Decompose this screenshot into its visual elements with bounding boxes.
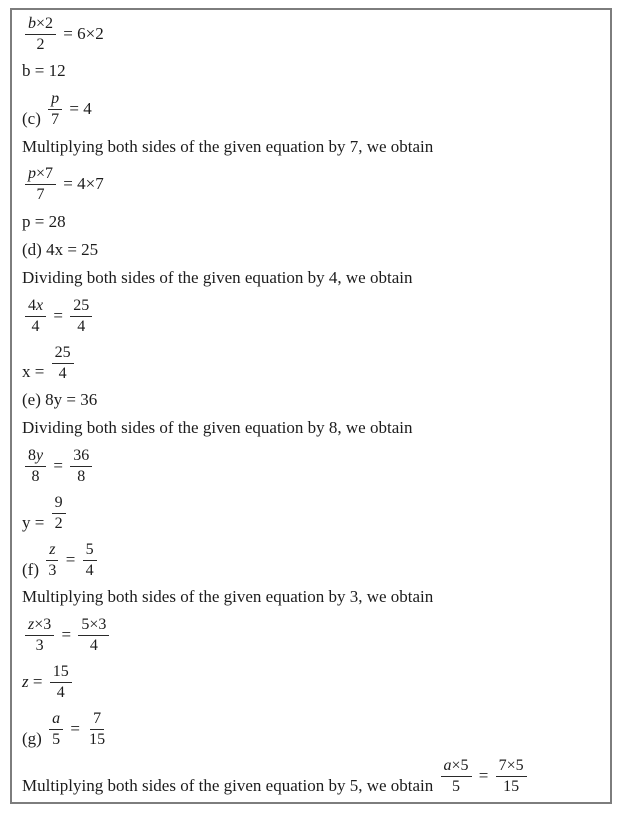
math-text: 4 [56,683,65,701]
math-text: 7×5 [498,756,524,774]
math-text: = 4 [65,99,92,118]
fraction-denominator [30,467,42,486]
fraction-denominator [84,561,96,580]
document-page [10,8,612,804]
fraction-numerator [52,493,66,514]
eq-part-f [22,540,596,580]
fraction [52,343,74,383]
fraction-numerator [48,89,62,110]
fraction-numerator [25,296,46,317]
math-variable: z [49,540,56,558]
fraction [25,446,46,486]
math-text: = [28,671,47,691]
eq-z-step [22,615,596,655]
fraction [48,89,62,129]
math-text: 8 [77,467,86,485]
fraction [25,14,56,54]
math-text: 15 [52,662,69,680]
fraction-denominator [46,561,58,580]
math-text: Dividing both sides of the given equation by 4, we obtain [22,268,413,287]
fraction-denominator [34,636,46,655]
math-text: 4 [58,364,67,382]
fraction [70,296,92,336]
math-text: 5 [52,730,61,748]
math-text: Multiplying both sides of the given equation by 7, we obtain [22,136,434,156]
math-text: b = 12 [22,61,66,81]
eq-x-result [22,343,596,383]
fraction [25,164,56,204]
fraction-denominator [49,110,61,129]
fraction-denominator [88,636,100,655]
line-p-result [22,211,596,232]
math-text: ×3 [34,616,52,633]
math-text: (d) 4x = 25 [22,239,99,259]
math-text: 4 [28,296,36,314]
math-text: 15 [89,730,106,748]
math-text: 36 [73,446,90,464]
math-variable: a [443,756,452,774]
math-variable: p [28,165,36,183]
fraction-numerator [25,14,56,35]
math-text: ×5 [451,756,469,774]
fraction-numerator [50,662,72,683]
line-b-result [22,61,596,82]
fraction-numerator [441,756,472,777]
math-text: 8 [31,467,40,485]
math-text: 25 [54,343,71,361]
math-text: = [49,305,68,325]
eq-y-result [22,493,596,533]
math-text: 2 [36,35,45,53]
math-text: 4 [89,636,98,654]
math-text: = [57,624,76,644]
math-text: (g) [22,728,47,748]
fraction-denominator [35,35,47,54]
math-text: 25 [73,296,90,314]
fraction-numerator [25,164,56,185]
fraction [25,615,54,655]
fraction-denominator [450,777,462,796]
math-text: 5×3 [81,616,107,633]
math-text: = [61,549,80,569]
math-variable: a [52,709,61,727]
math-text: 2 [54,514,63,532]
fraction-denominator [501,777,521,796]
math-text: 7 [51,111,60,129]
fraction [78,615,109,655]
eq-p-step [22,164,596,204]
math-text: 9 [54,493,63,511]
math-text: 3 [48,561,57,579]
fraction [52,493,66,533]
math-variable: x [36,296,44,314]
fraction-denominator [50,730,62,749]
math-variable: p [51,90,60,108]
math-text: 4 [85,561,94,579]
math-text: y = [22,512,49,532]
line-part-d [22,239,596,260]
math-text: p = 28 [22,211,66,231]
math-text: = [49,455,68,475]
fraction [441,756,472,796]
math-text: Multiplying both sides of the given equation by 5, we obtain [22,775,438,795]
fraction-numerator [52,343,74,364]
eq-part-c [22,89,596,129]
line-divide-by-8 [22,418,596,439]
math-text: 4 [31,317,40,335]
fraction [25,296,46,336]
math-variable: y [36,446,44,464]
math-text: 4 [77,317,86,335]
fraction [83,540,97,580]
math-text: 5 [85,540,94,558]
math-text: (c) [22,108,46,128]
fraction-numerator [46,540,58,561]
fraction [50,662,72,702]
math-variable: b [28,15,36,32]
fraction-denominator [53,514,65,533]
math-text: Multiplying both sides of the given equation by 3, we obtain [22,587,434,607]
math-text: ×2 [36,15,54,32]
eq-b-step [22,14,596,54]
fraction-denominator [35,185,47,204]
fraction-numerator [70,446,92,467]
fraction [496,756,527,796]
eq-z-result [22,662,596,702]
line-multiply-by-7 [22,136,596,157]
fraction [49,709,63,749]
line-multiply-by-3 [22,587,596,608]
fraction-numerator [90,709,104,730]
fraction-numerator [496,756,527,777]
line-divide-by-4 [22,268,596,289]
line-part-e [22,390,596,411]
fraction-denominator [57,364,69,383]
math-text: 5 [452,777,461,795]
fraction-denominator [75,317,87,336]
eq-4x-step [22,296,596,336]
math-text: 15 [503,777,520,795]
math-text: Dividing both sides of the given equation by 8, we obtain [22,418,413,438]
math-text: = [66,718,85,738]
line-multiply-by-5 [22,756,596,796]
eq-part-g [22,709,596,749]
math-text: (e) 8y = 36 [22,390,98,410]
fraction-denominator [30,317,42,336]
fraction [70,446,92,486]
math-text: = [474,765,493,785]
fraction-numerator [25,446,46,467]
math-variable: z [28,616,35,633]
fraction-denominator [55,683,67,702]
math-text: = 4×7 [59,174,104,194]
fraction-numerator [70,296,92,317]
math-text: = 6×2 [59,23,104,43]
fraction-denominator [75,467,87,486]
fraction [46,540,58,580]
fraction-numerator [25,615,54,636]
math-text: 7 [93,709,102,727]
math-text: ×7 [36,165,54,183]
fraction-numerator [49,709,63,730]
fraction-numerator [78,615,109,636]
math-text: 7 [36,186,45,204]
math-text: x = [22,362,49,382]
fraction-numerator [83,540,97,561]
page-content [12,10,610,802]
math-text: (f) [22,559,44,579]
eq-8y-step [22,446,596,486]
math-variable: z [22,671,29,691]
math-text: 3 [35,636,44,654]
fraction [87,709,107,749]
fraction-denominator [87,730,107,749]
math-text: 8 [28,446,36,464]
